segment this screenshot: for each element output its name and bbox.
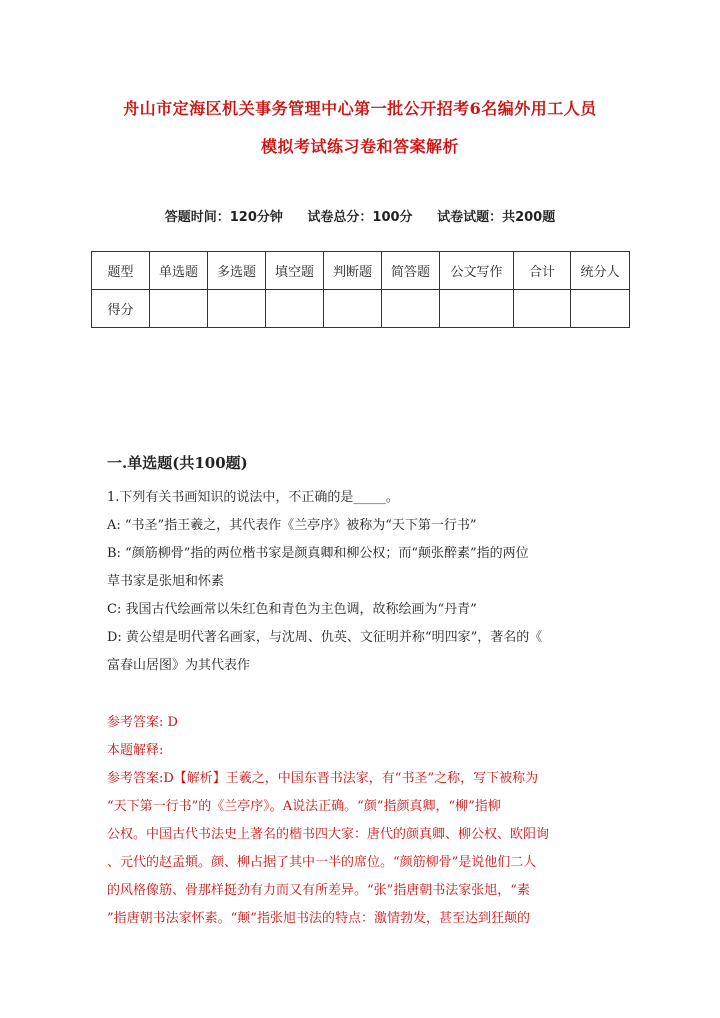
score-cell[interactable] [266,290,324,328]
explanation-line: 、元代的赵孟頫。颜、柳占据了其中一半的席位。“颜筋柳骨”是说他们二人 [107,855,537,870]
score-cell[interactable] [571,290,630,328]
section-heading: 一.单选题(共100题) [107,454,248,472]
score-table-score-row [92,290,630,328]
explanation-line: 的风格像筋、骨那样挺劲有力而又有所差异。“张”指唐朝书法家张旭，“素 [107,883,530,898]
score-row-label: 得分 [92,290,150,328]
explanation-line: ”指唐朝书法家怀素。“颠”指张旭书法的特点：激情勃发，甚至达到狂颠的 [107,911,530,926]
exam-info [0,206,720,225]
score-cell[interactable] [208,290,266,328]
score-header-cell: 单选题 [150,252,208,290]
option-d-continued: 富春山居图》为其代表作 [107,658,251,673]
score-header-cell: 合计 [514,252,571,290]
page-title: 舟山市定海区机关事务管理中心第一批公开招考6名编外用工人员 [123,99,597,118]
score-header-cell: 统分人 [571,252,630,290]
option-c: C: 我国古代绘画常以朱红色和青色为主色调，故称绘画为“丹青” [107,602,477,617]
score-header-cell: 公文写作 [440,252,514,290]
option-b-continued: 草书家是张旭和怀素 [107,574,225,589]
score-table-header-row [92,252,630,290]
explanation-line: “天下第一行书”的《兰亭序》。A说法正确。“颜”指颜真卿，“柳”指柳 [107,799,501,814]
reference-answer: 参考答案: D [107,715,178,730]
score-cell[interactable] [440,290,514,328]
explanation-line: 公权。中国古代书法史上著名的楷书四大家：唐代的颜真卿、柳公权、欧阳询 [107,827,550,842]
explanation-label: 本题解释: [107,743,164,758]
option-b: B: “颜筋柳骨”指的两位楷书家是颜真卿和柳公权；而“颠张醉素”指的两位 [107,546,529,561]
score-header-cell: 题型 [92,252,150,290]
option-a: A: “书圣”指王羲之，其代表作《兰亭序》被称为“天下第一行书” [107,518,477,533]
score-header-cell: 简答题 [382,252,440,290]
explanation-line: 参考答案:D【解析】王羲之，中国东晋书法家，有“书圣”之称，写下被称为 [107,771,539,786]
exam-total-score: 试卷总分：100分 [307,210,413,225]
exam-time: 答题时间：120分钟 [164,210,283,225]
score-header-cell: 判断题 [324,252,382,290]
option-d: D: 黄公望是明代著名画家，与沈周、仇英、文征明并称“明四家”，著名的《 [107,630,543,645]
score-cell[interactable] [150,290,208,328]
score-cell[interactable] [514,290,571,328]
score-cell[interactable] [324,290,382,328]
page-subtitle: 模拟考试练习卷和答案解析 [260,137,459,156]
score-table [91,251,630,328]
score-cell[interactable] [382,290,440,328]
score-header-cell: 多选题 [208,252,266,290]
question-stem: 1.下列有关书画知识的说法中，不正确的是_____。 [107,490,399,505]
exam-question-count: 试卷试题：共200题 [437,210,556,225]
score-header-cell: 填空题 [266,252,324,290]
